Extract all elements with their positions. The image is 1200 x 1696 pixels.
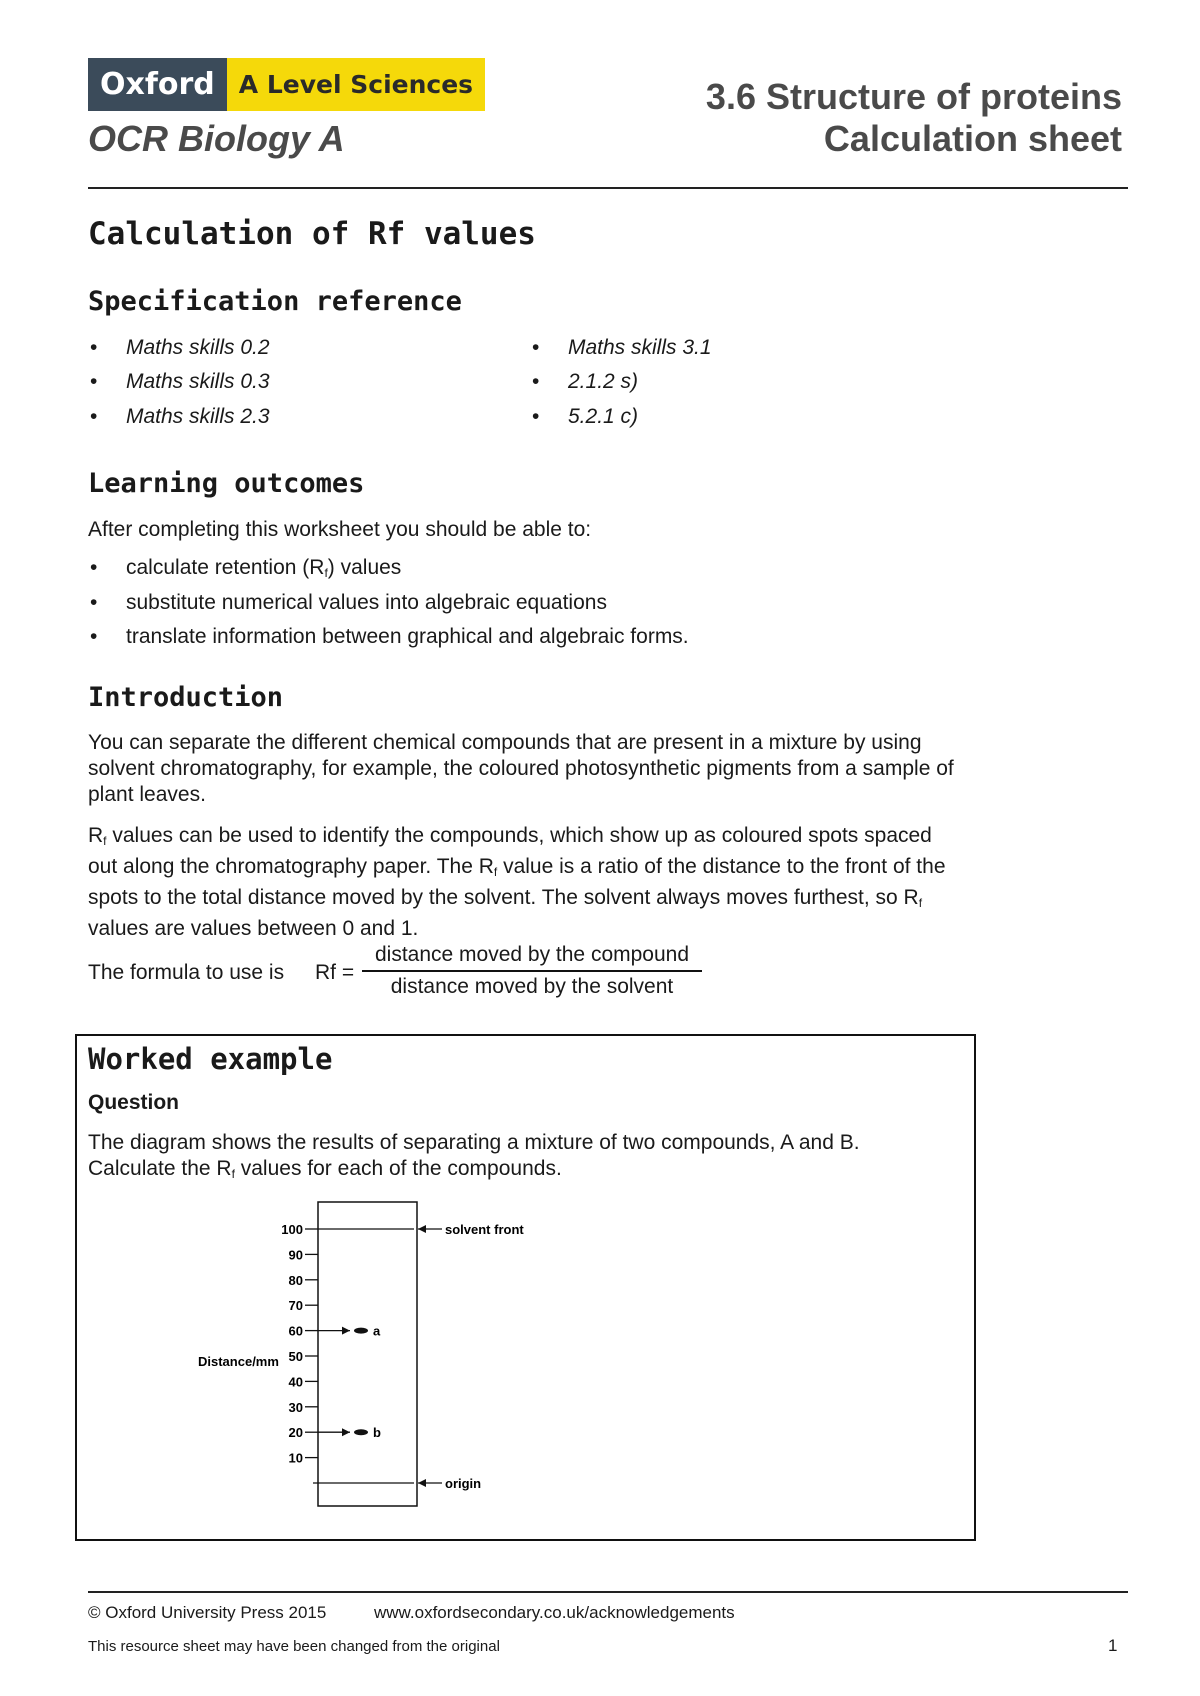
introduction-heading: Introduction — [88, 682, 284, 713]
outcomes-heading: Learning outcomes — [88, 468, 365, 499]
tick-label: 40 — [288, 1374, 303, 1390]
axis-label: Distance/mm — [198, 1354, 279, 1369]
formula-fraction — [362, 943, 702, 999]
page-number: 1 — [1108, 1636, 1118, 1655]
solvent-front-label: solvent front — [445, 1222, 524, 1237]
solvent-front-arrowhead — [418, 1225, 426, 1233]
copyright: © Oxford University Press 2015 — [88, 1603, 327, 1622]
tick-label: 50 — [288, 1349, 303, 1364]
footer-rule — [88, 1591, 1128, 1593]
tick-label: 60 — [288, 1323, 303, 1339]
section-title: 3.6 Structure of proteins — [705, 76, 1122, 117]
question-label: Question — [88, 1091, 180, 1114]
tick-label: 90 — [288, 1247, 303, 1263]
tick-label: 100 — [281, 1222, 303, 1237]
spec-heading: Specification reference — [88, 286, 462, 317]
tick-label: 30 — [288, 1399, 303, 1415]
spot-b-label: b — [373, 1425, 381, 1441]
chromatography-diagram — [150, 1188, 600, 1518]
spot-a — [354, 1328, 368, 1334]
spot-b-arrowhead — [342, 1428, 350, 1436]
tick-label: 80 — [288, 1272, 303, 1288]
formula-denominator: distance moved by the solvent — [390, 975, 674, 998]
logo-oxford: Oxford — [88, 58, 227, 111]
intro-paragraph-2: $R_f$ values can be used to identify the compounds, which show up as coloured spots spaced out along the chromatography paper. The $R_f$ value is a ratio of the distance to the front of the spots to the total distance moved by the solvent. The solvent always moves furthest, so $R_f$ values are values between 0 and 1. — [88, 824, 946, 940]
tick-label: 20 — [288, 1425, 303, 1441]
page-title: Calculation of Rf values — [88, 216, 536, 252]
tick-label: 10 — [288, 1450, 303, 1466]
brand-logo — [88, 58, 485, 111]
subject-title: OCR Biology A — [88, 118, 345, 159]
acknowledgements-link[interactable]: www.oxfordsecondary.co.uk/acknowledgements — [374, 1603, 735, 1622]
chromatography-paper — [318, 1202, 417, 1506]
question-text: The diagram shows the results of separating a mixture of two compounds, A and B. Calculate the $R_f$ values for each of the compounds. — [88, 1131, 860, 1181]
formula-lead: The formula to use is — [88, 961, 285, 984]
worked-heading: Worked example — [88, 1042, 333, 1076]
sheet-type: Calculation sheet — [823, 118, 1122, 159]
origin-label: origin — [445, 1476, 482, 1491]
formula-numerator: distance moved by the compound — [362, 943, 702, 972]
logo-a-level-sciences: A Level Sciences — [227, 58, 485, 111]
intro-paragraph-1: You can separate the different chemical compounds that are present in a mixture by using solvent chromatography, for example, the coloured photosynthetic pigments from a sample of plant leaves. — [88, 731, 954, 806]
spot-a-arrowhead — [342, 1327, 350, 1335]
footer-note: This resource sheet may have been changed from the original — [88, 1638, 500, 1655]
origin-arrowhead — [418, 1479, 426, 1487]
spot-a-label: a — [373, 1323, 381, 1339]
tick-label: 70 — [288, 1298, 303, 1314]
header-rule — [88, 187, 1128, 189]
outcomes-intro: After completing this worksheet you should be able to: — [88, 518, 592, 541]
spot-b — [354, 1429, 368, 1435]
header-right — [706, 76, 1122, 160]
formula-lhs: Rf = — [315, 961, 355, 984]
